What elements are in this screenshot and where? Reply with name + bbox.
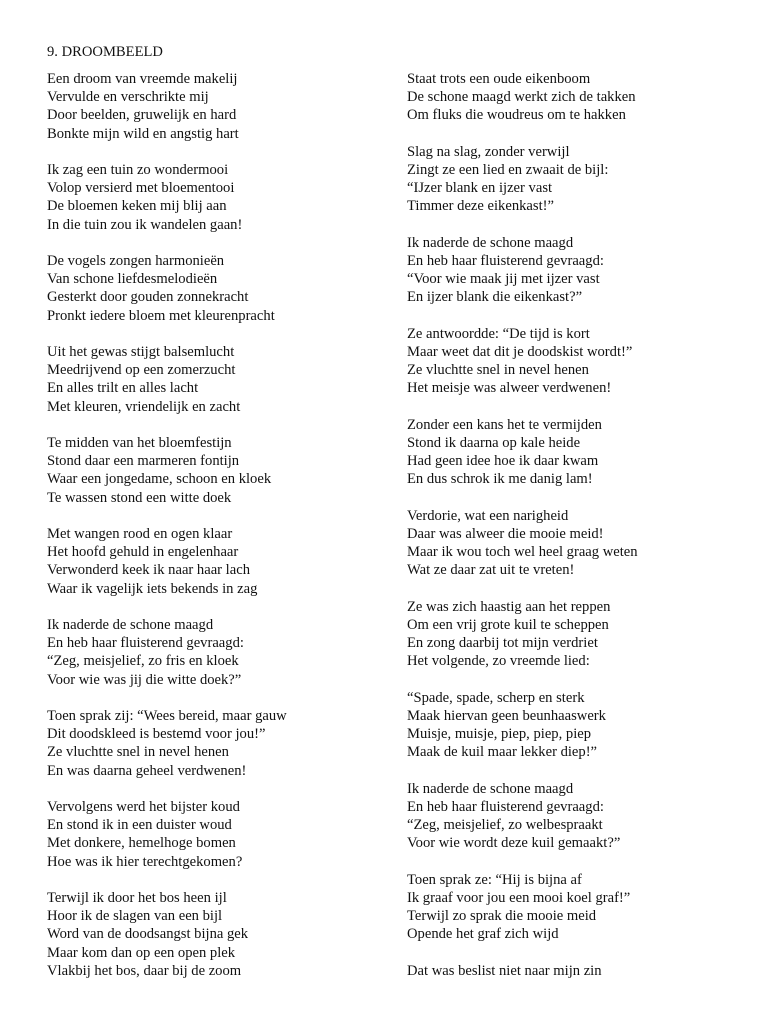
poem-line: Toen sprak ze: “Hij is bijna af [407, 871, 582, 888]
poem-line: Pronkt iedere bloem met kleurenpracht [47, 307, 275, 324]
stanza [47, 70, 377, 143]
stanza [47, 616, 377, 689]
poem-line: Maak hiervan geen beunhaaswerk [407, 708, 606, 724]
poem-line: Daar was alweer die mooie meid! [407, 526, 604, 542]
poem-line: De schone maagd werkt zich de takken [407, 89, 636, 106]
poem-line: Waar een jongedame, schoon en kloek [47, 471, 272, 488]
poem-line: Met kleuren, vriendelijk en zacht [47, 398, 241, 415]
poem-line: De vogels zongen harmonieën [47, 253, 225, 269]
poem-line: Dat was beslist niet naar mijn zin [407, 962, 602, 979]
poem-line: Hoor ik de slagen van een bijl [47, 908, 223, 925]
poem-line: Timmer deze eikenkast!” [407, 198, 554, 215]
poem-line: Zingt ze een lied en zwaait de bijl: [407, 162, 609, 178]
poem-line: Voor wie was jij die witte doek?” [47, 671, 242, 688]
poem-line: Gesterkt door gouden zonnekracht [47, 289, 249, 306]
poem-line: Een droom van vreemde makelij [47, 71, 238, 87]
poem-line: Uit het gewas stijgt balsemlucht [47, 344, 235, 360]
poem-line: Waar ik vagelijk iets bekends in zag [47, 580, 258, 597]
stanza [407, 325, 752, 398]
poem-line: Ik zag een tuin zo wondermooi [47, 162, 229, 178]
stanza [47, 343, 377, 416]
poem-line: Het volgende, zo vreemde lied: [407, 653, 590, 670]
stanza [407, 234, 752, 307]
poem-line: Ze vluchtte snel in nevel henen [47, 744, 229, 761]
poem-line: En alles trilt en alles lacht [47, 380, 199, 397]
poem-line: En was daarna geheel verdwenen! [47, 762, 247, 779]
stanza [47, 798, 377, 871]
poem-line: Om een vrij grote kuil te scheppen [407, 617, 609, 633]
poem-line: Voor wie wordt deze kuil gemaakt?” [407, 835, 621, 852]
stanza [47, 252, 377, 325]
poem-line: Bonkte mijn wild en angstig hart [47, 125, 239, 142]
poem-line: Zonder een kans het te vermijden [407, 416, 602, 433]
poem-line: Het hoofd gehuld in engelenhaar [47, 544, 239, 561]
poem-line: Ik naderde de schone maagd [407, 780, 574, 797]
stanza [407, 416, 752, 489]
poem-line: Van schone liefdesmelodieën [47, 271, 218, 288]
poem-line: En ijzer blank die eikenkast?” [407, 289, 583, 306]
poem-line: En heb haar fluisterend gevraagd: [47, 635, 244, 652]
poem-line: Vervulde en verschrikte mij [47, 89, 209, 106]
poem-line: Maar kom dan op een open plek [47, 944, 236, 961]
poem-line: Met donkere, hemelhoge bomen [47, 835, 236, 852]
stanza [407, 507, 752, 580]
stanza [407, 871, 752, 944]
poem-line: Staat trots een oude eikenboom [407, 71, 591, 87]
poem-line: “Voor wie maak jij met ijzer vast [407, 271, 600, 288]
poem-line: Door beelden, gruwelijk en hard [47, 107, 237, 124]
poem-line: “Spade, spade, scherp en sterk [407, 689, 585, 706]
poem-line: Slag na slag, zonder verwijl [407, 143, 570, 160]
poem-column-left [47, 70, 377, 998]
poem-line: Maar weet dat dit je doodskist wordt!” [407, 344, 633, 360]
poem-line: Ze vluchtte snel in nevel henen [407, 362, 589, 379]
poem-line: Ze was zich haastig aan het reppen [407, 598, 611, 615]
poem-line: Muisje, muisje, piep, piep, piep [407, 726, 592, 743]
stanza [47, 707, 377, 780]
poem-line: Verwonderd keek ik naar haar lach [47, 562, 250, 579]
poem-line: En heb haar fluisterend gevraagd: [407, 799, 604, 815]
poem-line: En dus schrok ik me danig lam! [407, 471, 593, 488]
poem-line: Te midden van het bloemfestijn [47, 435, 232, 451]
poem-line: Maar ik wou toch wel heel graag weten [407, 544, 638, 561]
poem-title: 9. DROOMBEELD [47, 44, 163, 60]
stanza [47, 434, 377, 507]
poem-line: En stond ik in een duister woud [47, 817, 232, 834]
poem-line: “Zeg, meisjelief, zo fris en kloek [47, 653, 239, 670]
poem-line: En heb haar fluisterend gevraagd: [407, 253, 604, 269]
poem-line: Ze antwoordde: “De tijd is kort [407, 325, 590, 342]
poem-line: “Zeg, meisjelief, zo welbespraakt [407, 817, 603, 834]
poem-line: Volop versierd met bloementooi [47, 180, 235, 197]
poem-line: Had geen idee hoe ik daar kwam [407, 453, 599, 470]
poem-line: Met wangen rood en ogen klaar [47, 526, 233, 542]
stanza [47, 889, 377, 980]
poem-line: Stond ik daarna op kale heide [407, 435, 581, 451]
poem-line: En zong daarbij tot mijn verdriet [407, 635, 598, 652]
stanza [407, 780, 752, 853]
poem-column-right [407, 70, 752, 998]
stanza [407, 689, 752, 762]
poem-line: Wat ze daar zat uit te vreten! [407, 562, 575, 579]
poem-line: De bloemen keken mij blij aan [47, 198, 227, 215]
poem-line: Toen sprak zij: “Wees bereid, maar gauw [47, 708, 287, 724]
poem-line: Ik naderde de schone maagd [407, 234, 574, 251]
stanza [407, 143, 752, 216]
poem-line: Hoe was ik hier terechtgekomen? [47, 853, 243, 870]
poem-line: Te wassen stond een witte doek [47, 489, 232, 506]
poem-line: Maak de kuil maar lekker diep!” [407, 744, 598, 761]
poem-line: Terwijl zo sprak die mooie meid [407, 908, 597, 925]
poem-line: Verdorie, wat een narigheid [407, 507, 569, 524]
stanza [47, 161, 377, 234]
poem-line: Ik graaf voor jou een mooi koel graf!” [407, 890, 631, 906]
poem-line: Stond daar een marmeren fontijn [47, 453, 240, 470]
stanza [47, 525, 377, 598]
poem-line: Het meisje was alweer verdwenen! [407, 380, 612, 397]
poem-line: Vervolgens werd het bijster koud [47, 799, 240, 815]
stanza [407, 70, 752, 125]
stanza [407, 962, 752, 980]
poem-line: Meedrijvend op een zomerzucht [47, 362, 236, 379]
poem-line: Opende het graf zich wijd [407, 926, 559, 943]
poem-line: Word van de doodsangst bijna gek [47, 926, 249, 943]
poem-line: “IJzer blank en ijzer vast [407, 180, 553, 197]
poem-line: Vlakbij het bos, daar bij de zoom [47, 962, 242, 979]
stanza [407, 598, 752, 671]
poem-line: Om fluks die woudreus om te hakken [407, 107, 626, 124]
poem-line: Ik naderde de schone maagd [47, 617, 214, 633]
poem-line: In die tuin zou ik wandelen gaan! [47, 216, 243, 233]
poem-line: Dit doodskleed is bestemd voor jou!” [47, 726, 266, 743]
poem-line: Terwijl ik door het bos heen ijl [47, 890, 227, 906]
